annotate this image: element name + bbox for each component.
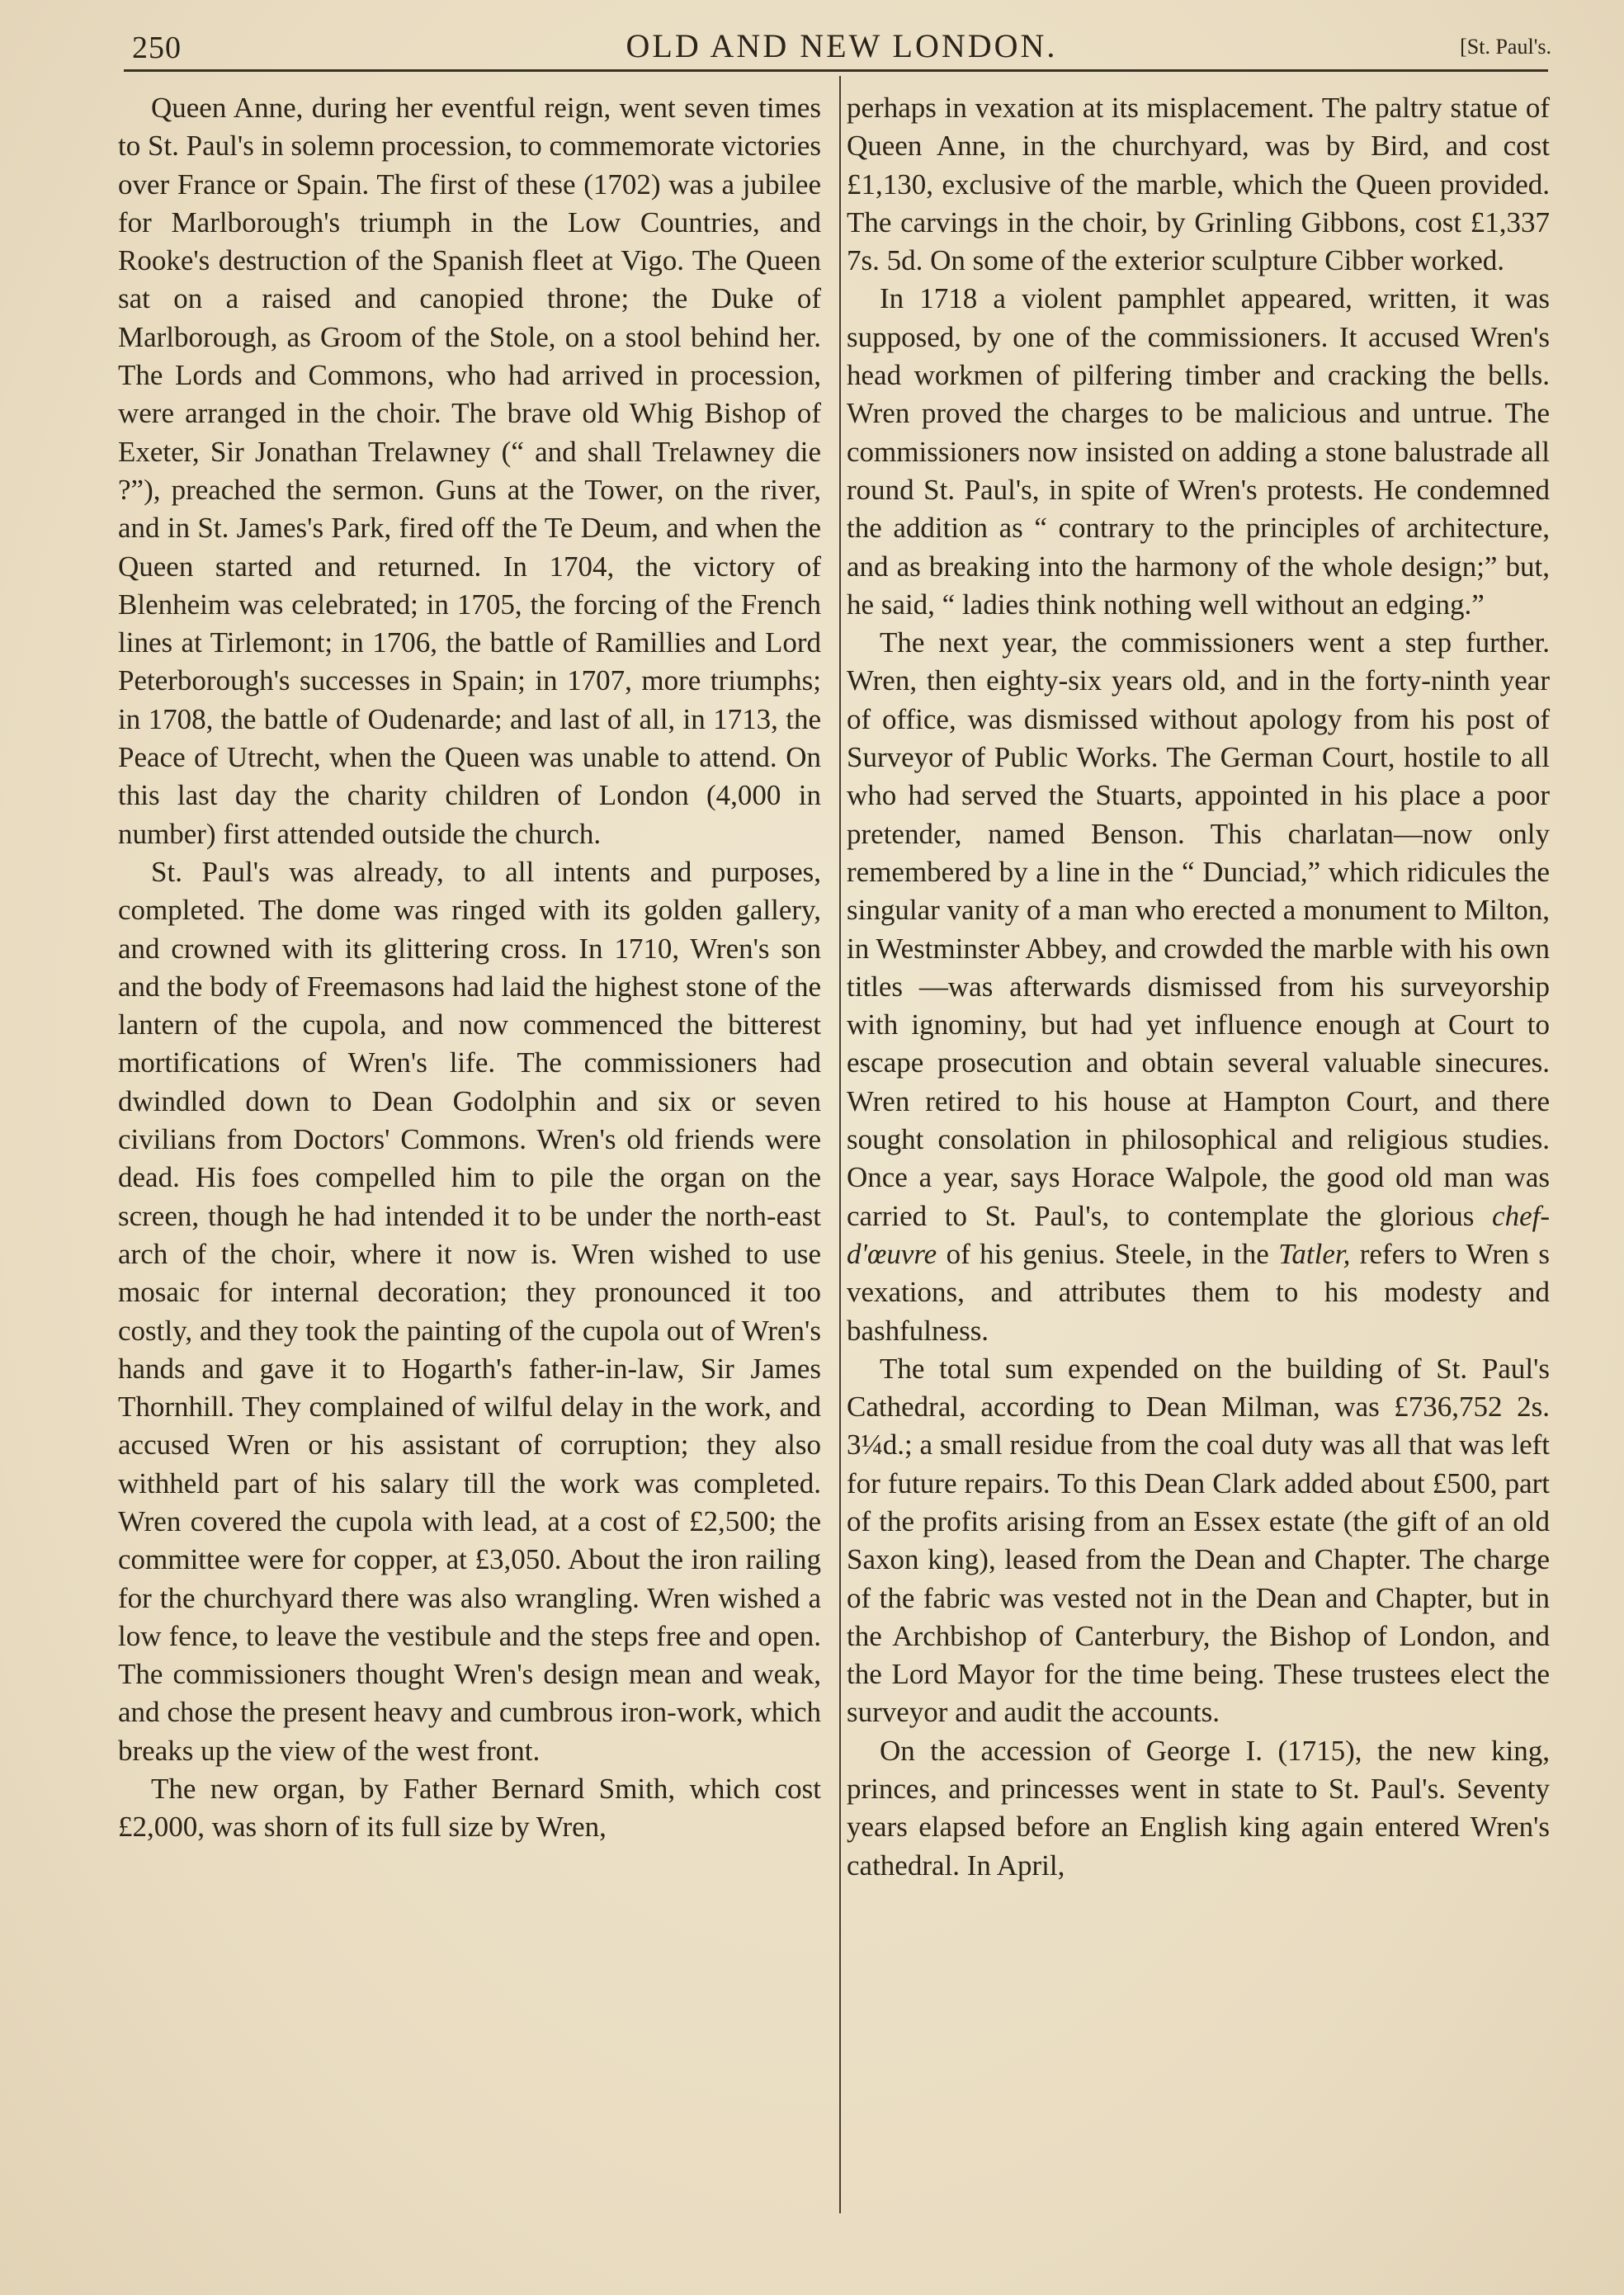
column-divider [839,76,841,2213]
paragraph-text: refers to Wren s vexations, and attributes them to his modesty and bashfulness. [847,1237,1550,1347]
paragraph: On the accession of George I. (1715), the new king, princes, and princesses went in state to St. Paul's. Seventy years elapsed before an English king again entered Wren's cathedral. In April, [847,1734,1550,1882]
header-rule [124,69,1548,72]
paragraph [847,624,1550,1350]
paragraph: Queen Anne, during her eventful reign, went seven times to St. Paul's in solemn procession, to commemorate victories over France or Spain. The first of these (1702) was a jubilee for Marlborough's triumph in the Low Countries, and Rooke's destruction of the Spanish fleet at Vigo. The Queen sat on a raised and canopied throne; the Duke of Marlborough, as Groom of the Stole, on a stool behind her. The Lords and Commons, who had arrived in procession, were arranged in the choir. The brave old Whig Bishop of Exeter, Sir Jonathan Trelawney (“ and shall Trelawney die ?”), preached the sermon. Guns at the Tower, on the river, and in St. James's Park, fired off the Te Deum, and when the Queen started and returned. In 1704, the victory of Blenheim was celebrated; in 1705, the forcing of the French lines at Tirlemont; in 1706, the battle of Ramillies and Lord Peterborough's successes in Spain; in 1707, more triumphs; in 1708, the battle of Oudenarde; and last of all, in 1713, the Peace of Utrecht, when the Queen was unable to attend. On this last day the charity children of London (4,000 in number) first attended outside the church. [118,92,822,850]
page-number: 250 [132,31,182,65]
paragraph: The new organ, by Father Bernard Smith, which cost £2,000, was shorn of its full size by Wren, [118,1773,821,1844]
page-header [132,23,1551,73]
right-column [847,89,1550,1885]
section-reference: [St. Paul's. [1460,35,1551,59]
left-column [118,89,821,1847]
paragraph: St. Paul's was already, to all intents and purposes, completed. The dome was ringed with its golden gallery, and crowned with its glittering cross. In 1710, Wren's son and the body of Freemasons had laid the highest stone of the lantern of the cupola, and now commenced the bitterest mortifications of Wren's life. The commissioners had dwindled down to Dean Godolphin and six or seven civilians from Doctors' Commons. Wren's old friends were dead. His foes compelled him to pile the organ on the screen, though he had intended it to be under the north-east arch of the choir, where it now is. Wren wished to use mosaic for internal decoration; they pronounced it too costly, and they took the painting of the cupola out of Wren's hands and gave it to Hogarth's father-in-law, Sir James Thornhill. They complained of wilful delay in the work, and accused Wren or his assistant of corruption; they also withheld part of his salary till the work was completed. Wren covered the cupola with lead, at a cost of £2,500; the committee were for copper, at £3,050. About the iron railing for the churchyard there was also wrangling. Wren wished a low fence, to leave the vestibule and the steps free and open. The commissioners thought Wren's design mean and weak, and chose the present heavy and cumbrous iron-work, which breaks up the view of the west front. [118,855,821,1767]
paragraph-continued: perhaps in vexation at its misplacement. The paltry statue of Queen Anne, in the churchyard, was by Bird, and cost £1,130, exclusive of the marble, which the Queen provided. The carvings in the choir, by Grinling Gibbons, cost £1,337 7s. 5d. On some of the exterior sculpture Cibber worked. [847,92,1550,277]
paragraph-text: of his genius. Steele, in the [937,1237,1279,1270]
italic-title: Tatler, [1278,1237,1351,1270]
running-title: OLD AND NEW LONDON. [626,27,1058,64]
paragraph: The total sum expended on the building of St. Paul's Cathedral, according to Dean Milman, was £736,752 2s. 3¼d.; a small residue from the coal duty was all that was left for future repairs. To this Dean Clark added about £500, part of the profits arising from an Essex estate (the gift of an old Saxon king), leased from the Dean and Chapter. The charge of the fabric was vested not in the Dean and Chapter, but in the Archbishop of Canterbury, the Bishop of London, and the Lord Mayor for the time being. These trustees elect the surveyor and audit the accounts. [847,1352,1550,1729]
italic-phrase: chef-d'œuvre [847,1199,1550,1270]
paragraph-text: The next year, the commissioners went a step further. Wren, then eighty-six years old, and in the forty-ninth year of office, was dismissed without apology from his post of Surveyor of Public Works. The German Court, hostile to all who had served the Stuarts, appointed in his place a poor pretender, named Benson. This charlatan—now only remembered by a line in the “ Dunciad,” which ridicules the singular vanity of a man who erected a monument to Milton, in Westminster Abbey, and crowded the marble with his own titles —was afterwards dismissed from his surveyorship with ignominy, but had yet influence enough at Court to escape prosecution and obtain several valuable sinecures. Wren retired to his house at Hampton Court, and there sought consolation in philosophical and religious studies. Once a year, says Horace Walpole, the good old man was carried to St. Paul's, to contemplate the glorious [847,626,1550,1232]
paragraph: In 1718 a violent pamphlet appeared, written, it was supposed, by one of the commissioners. It accused Wren's head workmen of pilfering timber and cracking the bells. Wren proved the charges to be malicious and untrue. The commissioners now insisted on adding a stone balustrade all round St. Paul's, in spite of Wren's protests. He condemned the addition as “ contrary to the principles of architecture, and as breaking into the harmony of the whole design;” but, he said, “ ladies think nothing well without an edging.” [847,282,1550,621]
